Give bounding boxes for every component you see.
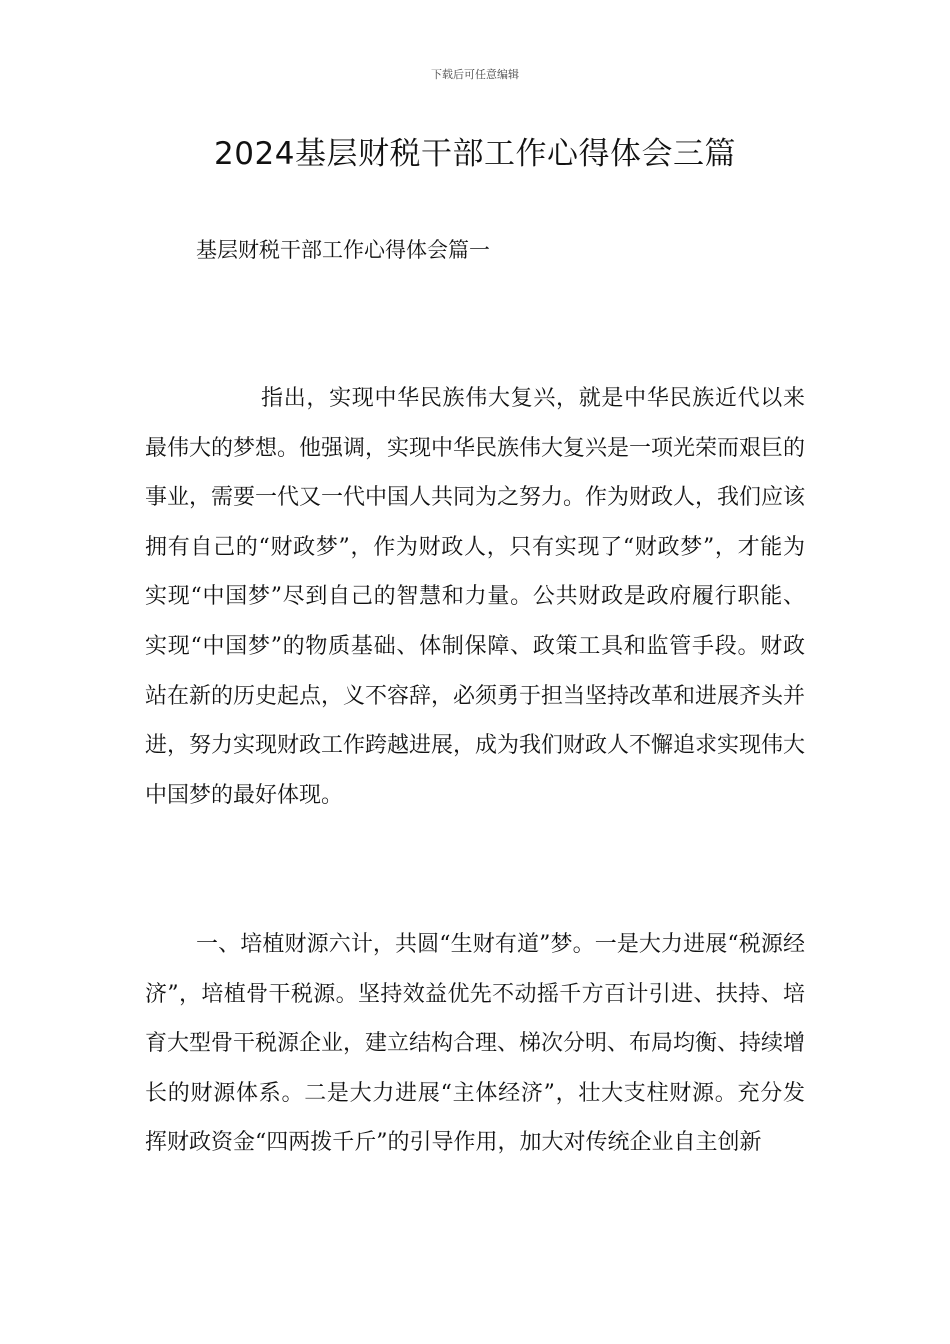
body-paragraph-2: 一、培植财源六计，共圆“生财有道”梦。一是大力进展“税源经济”，培植骨干税源。坚持效益优先不动摇千方百计引进、扶持、培育大型骨干税源企业，建立结构合理、梯次分明、布局均衡、持续增长的财源体系。二是大力进展“主体经济”，壮大支柱财源。充分发挥财政资金“四两拨千斤”的引导作用，加大对传统企业自主创新 — [145, 932, 806, 1156]
header-note: 下载后可任意编辑 — [431, 68, 519, 81]
body-paragraph-1: 指出，实现中华民族伟大复兴，就是中华民族近代以来最伟大的梦想。他强调，实现中华民族伟大复兴是一项光荣而艰巨的事业，需要一代又一代中国人共同为之努力。作为财政人，我们应该拥有自己的“财政梦”，作为财政人，只有实现了“财政梦”，才能为实现“中国梦”尽到自己的智慧和力量。公共财政是政府履行职能、实现“中国梦”的物质基础、体制保障、政策工具和监管手段。财政站在新的历史起点，义不容辞，必须勇于担当坚持改革和进展齐头并进，努力实现财政工作跨越进展，成为我们财政人不懈追求实现伟大中国梦的最好体现。 — [145, 386, 806, 808]
section-title: 基层财税干部工作心得体会篇一 — [196, 238, 490, 262]
document-title: 2024基层财税干部工作心得体会三篇 — [214, 136, 736, 172]
